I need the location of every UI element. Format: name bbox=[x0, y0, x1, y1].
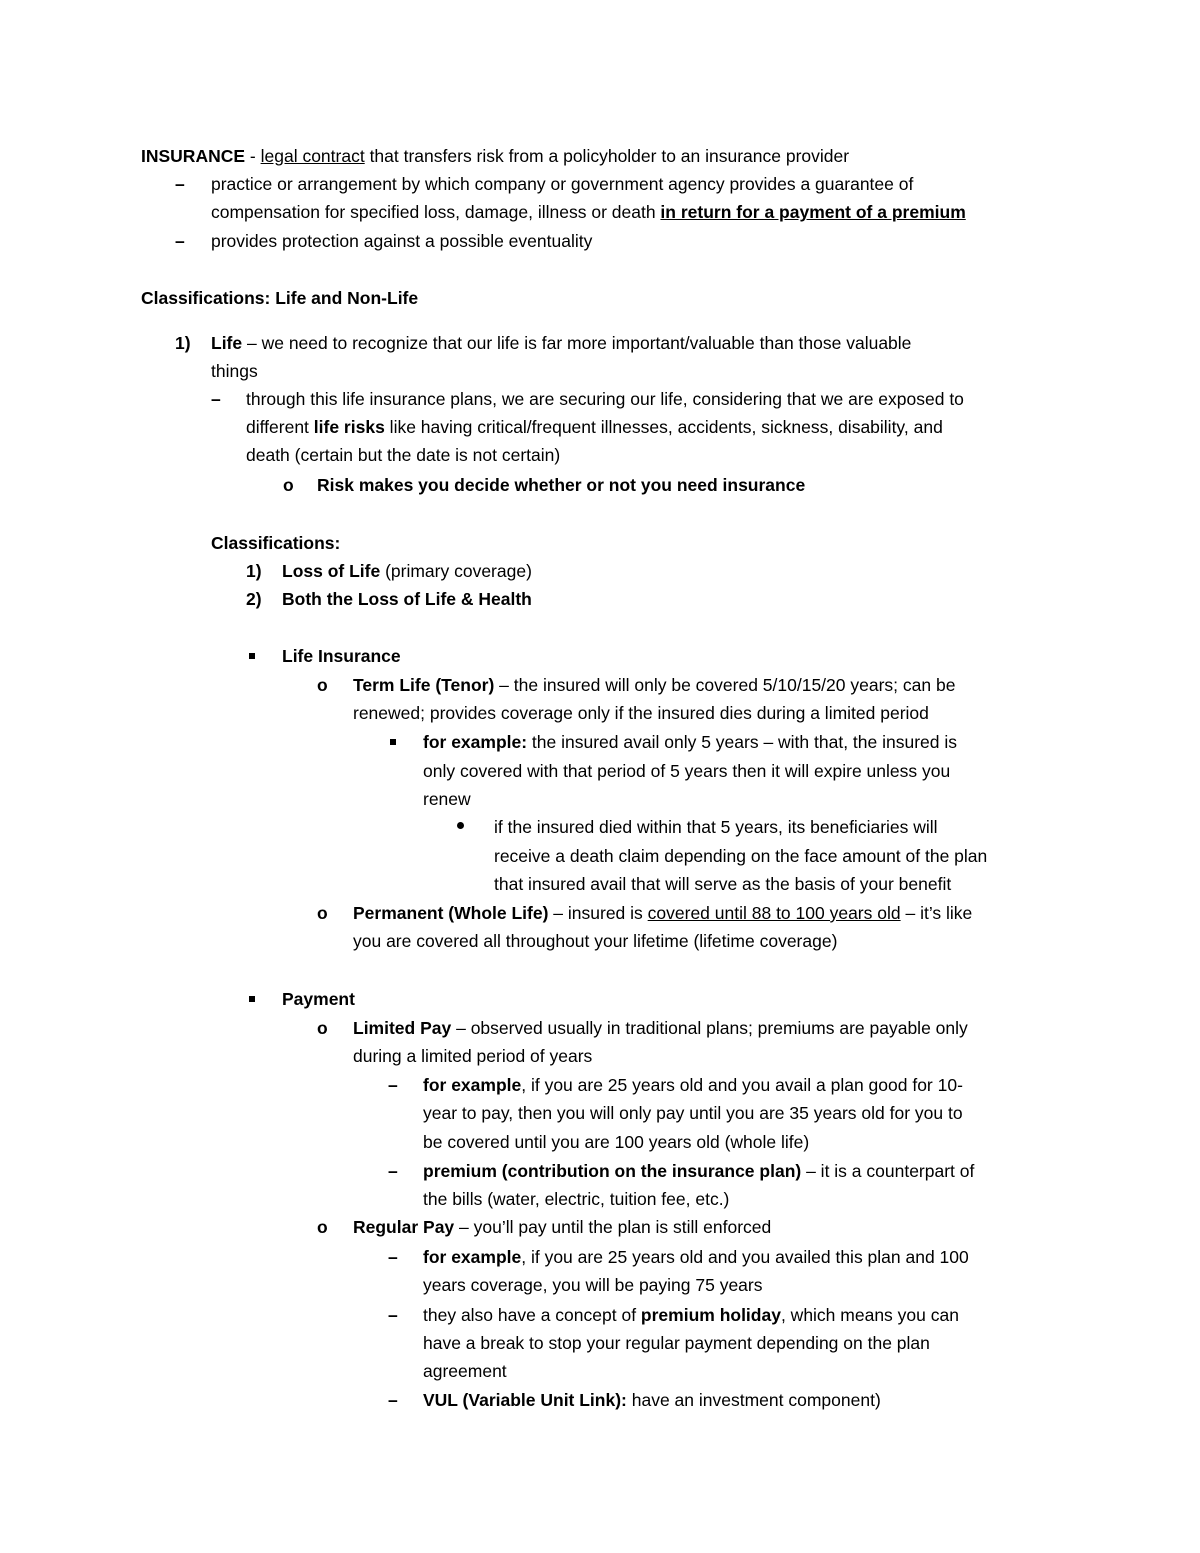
premium-holiday-line-1 bbox=[423, 1301, 959, 1329]
term-example-text: the insured avail only 5 years – with that, the insured is bbox=[527, 732, 958, 752]
term-life-text: – the insured will only be covered 5/10/15/20 years; can be bbox=[494, 675, 956, 695]
limited-pay-label: Limited Pay bbox=[353, 1018, 452, 1038]
loss-of-life-text: Loss of Life bbox=[282, 561, 381, 581]
premium-holiday-label: premium holiday bbox=[640, 1305, 781, 1325]
round-bullet bbox=[457, 822, 464, 829]
regular-example-text: , if you are 25 years old and you availed this plan and 100 bbox=[521, 1247, 969, 1267]
vul-label: VUL (Variable Unit Link): bbox=[423, 1390, 627, 1410]
term-example-line-2: only covered with that period of 5 years then it will expire unless you bbox=[423, 761, 951, 781]
premium-emphasis: in return for a payment of a premium bbox=[660, 202, 966, 222]
circle-bullet: o bbox=[317, 903, 328, 923]
term-example-line-1 bbox=[423, 728, 957, 756]
premium-line-2: the bills (water, electric, tuition fee, etc.) bbox=[423, 1189, 730, 1209]
intro-definition bbox=[141, 142, 849, 170]
permanent-label: Permanent (Whole Life) bbox=[353, 903, 549, 923]
risk-statement: Risk makes you decide whether or not you need insurance bbox=[317, 475, 806, 495]
for-example-label: for example bbox=[423, 1247, 522, 1267]
dash-bullet: – bbox=[211, 389, 221, 409]
circle-bullet: o bbox=[317, 675, 328, 695]
life-line-2: things bbox=[211, 361, 258, 381]
death-claim-line-1: if the insured died within that 5 years, its beneficiaries will bbox=[494, 817, 938, 837]
premium-definition-label: premium (contribution on the insurance plan) bbox=[423, 1161, 802, 1181]
premium-holiday-line-2: have a break to stop your regular payment depending on the plan bbox=[423, 1333, 930, 1353]
life-sub-line-2 bbox=[246, 413, 943, 441]
payment-heading: Payment bbox=[282, 989, 355, 1009]
square-bullet bbox=[249, 653, 255, 659]
primary-coverage-text: (primary coverage) bbox=[380, 561, 532, 581]
premium-holiday-text: they also have a concept of bbox=[423, 1305, 641, 1325]
regular-pay-text: – you’ll pay until the plan is still enforced bbox=[454, 1217, 772, 1237]
limited-example-line-1 bbox=[423, 1071, 963, 1099]
regular-example-line-2: years coverage, you will be paying 75 years bbox=[423, 1275, 763, 1295]
coverage-age-text: covered until 88 to 100 years old bbox=[647, 903, 901, 923]
life-sub-text-rest: like having critical/frequent illnesses, accidents, sickness, disability, and bbox=[384, 417, 943, 437]
life-label: Life bbox=[211, 333, 243, 353]
regular-pay-label: Regular Pay bbox=[353, 1217, 455, 1237]
dash-bullet: – bbox=[175, 231, 185, 251]
intro-separator: - bbox=[245, 146, 261, 166]
dash-bullet: – bbox=[388, 1247, 398, 1267]
life-line-1 bbox=[211, 329, 911, 357]
dash-bullet: – bbox=[388, 1390, 398, 1410]
list-number: 2) bbox=[246, 589, 262, 609]
dash-bullet: – bbox=[175, 174, 185, 194]
death-claim-line-3: that insured avail that will serve as the basis of your benefit bbox=[494, 874, 952, 894]
term-life-label: Term Life (Tenor) bbox=[353, 675, 495, 695]
premium-holiday-text-rest: , which means you can bbox=[780, 1305, 959, 1325]
list-number: 1) bbox=[175, 333, 191, 353]
life-insurance-heading: Life Insurance bbox=[282, 646, 401, 666]
limited-example-text: , if you are 25 years old and you avail a plan good for 10- bbox=[521, 1075, 963, 1095]
sub-classifications-heading: Classifications: bbox=[211, 533, 341, 553]
life-desc: – we need to recognize that our life is far more important/valuable than those valuable bbox=[242, 333, 912, 353]
list-number: 1) bbox=[246, 561, 262, 581]
life-sub-text: different bbox=[246, 417, 314, 437]
regular-example-line-1 bbox=[423, 1243, 969, 1271]
term-life-line-2: renewed; provides coverage only if the insured dies during a limited period bbox=[353, 703, 929, 723]
regular-pay-line-1 bbox=[353, 1213, 771, 1241]
limited-pay-line-1 bbox=[353, 1014, 968, 1042]
circle-bullet: o bbox=[283, 475, 294, 495]
vul-text: have an investment component) bbox=[626, 1390, 881, 1410]
premium-holiday-line-3: agreement bbox=[423, 1361, 507, 1381]
circle-bullet: o bbox=[317, 1018, 328, 1038]
permanent-line-2: you are covered all throughout your lifetime (lifetime coverage) bbox=[353, 931, 838, 951]
intro-bullet-2: provides protection against a possible eventuality bbox=[211, 231, 593, 251]
dash-bullet: – bbox=[388, 1161, 398, 1181]
intro-bullet-1-text: compensation for specified loss, damage, illness or death bbox=[211, 202, 661, 222]
term-insurance: INSURANCE bbox=[141, 146, 246, 166]
premium-definition-text: – it is a counterpart of bbox=[801, 1161, 975, 1181]
square-bullet bbox=[249, 996, 255, 1002]
circle-bullet: o bbox=[317, 1217, 328, 1237]
square-bullet bbox=[390, 739, 396, 745]
death-claim-line-2: receive a death claim depending on the face amount of the plan bbox=[494, 846, 988, 866]
legal-contract-text: legal contract bbox=[260, 146, 365, 166]
dash-bullet: – bbox=[388, 1075, 398, 1095]
for-example-label: for example: bbox=[423, 732, 528, 752]
life-risks-text: life risks bbox=[313, 417, 385, 437]
permanent-line-1 bbox=[353, 899, 972, 927]
permanent-text: – insured is bbox=[548, 903, 648, 923]
dash-bullet: – bbox=[388, 1305, 398, 1325]
limited-example-line-2: year to pay, then you will only pay until you are 35 years old for you to bbox=[423, 1103, 963, 1123]
life-sub-line-3: death (certain but the date is not certain) bbox=[246, 445, 561, 465]
intro-bullet-1-line-2 bbox=[211, 198, 966, 226]
premium-line-1 bbox=[423, 1157, 974, 1185]
term-example-line-3: renew bbox=[423, 789, 471, 809]
classifications-heading: Classifications: Life and Non-Life bbox=[141, 288, 419, 308]
classification-item-2: Both the Loss of Life & Health bbox=[282, 589, 532, 609]
limited-example-line-3: be covered until you are 100 years old (whole life) bbox=[423, 1132, 810, 1152]
life-sub-line-1: through this life insurance plans, we are securing our life, considering that we are exposed to bbox=[246, 389, 964, 409]
intro-definition-rest: that transfers risk from a policyholder to an insurance provider bbox=[364, 146, 850, 166]
classification-item-1 bbox=[282, 557, 532, 585]
limited-pay-line-2: during a limited period of years bbox=[353, 1046, 593, 1066]
term-life-line-1 bbox=[353, 671, 955, 699]
intro-bullet-1-line-1: practice or arrangement by which company or government agency provides a guarantee of bbox=[211, 174, 914, 194]
vul-line bbox=[423, 1386, 881, 1414]
permanent-text-rest: – it’s like bbox=[900, 903, 973, 923]
for-example-label: for example bbox=[423, 1075, 522, 1095]
limited-pay-text: – observed usually in traditional plans; premiums are payable only bbox=[451, 1018, 968, 1038]
